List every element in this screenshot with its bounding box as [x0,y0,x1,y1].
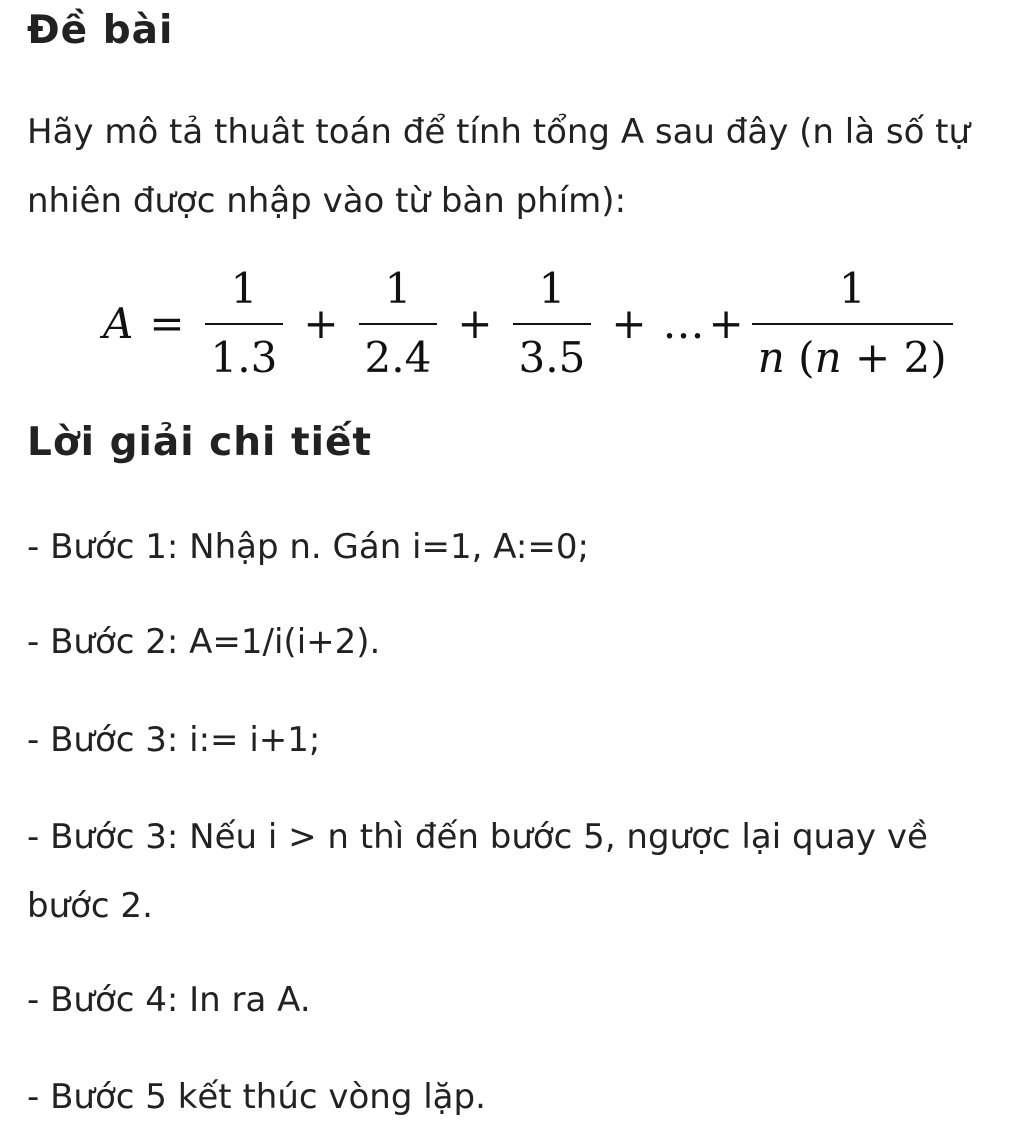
problem-text: Hãy mô tả thuât toán để tính tổng A sau đây (n là số tự nhiên được nhập vào từ bàn phím): [27,112,971,221]
fraction-1-numerator: 1 [230,264,258,313]
solution-step: - Bước 1: Nhập n. Gán i=1, A:=0; [27,527,589,567]
denominator-two: 2 [903,333,931,382]
denominator-plus: + [841,333,904,382]
formula-plus: + [457,298,493,348]
solution-heading: Lời giải chi tiết [27,420,373,465]
formula-plus: + [708,298,744,348]
fraction-1-denominator: 1.3 [210,333,278,382]
solution-step: - Bước 3: Nếu i > n thì đến bước 5, ngược lại quay về bước 2. [27,817,928,926]
fraction-3-denominator: 3.5 [518,333,586,382]
fraction-last-numerator: 1 [838,264,866,313]
denominator-open-paren: ( [798,333,815,382]
solution-step: - Bước 5 kết thúc vòng lặp. [27,1077,486,1117]
problem-heading: Đề bài [27,8,174,53]
formula-ellipsis: … [662,298,705,348]
formula-lhs: A [103,298,134,348]
fraction-1 [201,264,288,382]
fraction-3 [509,264,596,382]
solution-step: - Bước 4: In ra A. [27,980,311,1020]
formula-equals: = [149,298,185,348]
fraction-last [748,264,957,382]
sum-formula [103,258,957,388]
fraction-3-numerator: 1 [538,264,566,313]
formula-plus: + [611,298,647,348]
denominator-n: n [757,333,785,382]
solution-step: - Bước 3: i:= i+1; [27,720,321,760]
denominator-close-paren: ) [930,333,947,382]
fraction-2-numerator: 1 [384,264,412,313]
denominator-n-inner: n [814,333,842,382]
fraction-last-denominator [752,325,953,382]
formula-plus: + [303,298,339,348]
solution-step: - Bước 2: A=1/i(i+2). [27,622,381,662]
fraction-2-denominator: 2.4 [364,333,432,382]
fraction-2 [355,264,442,382]
